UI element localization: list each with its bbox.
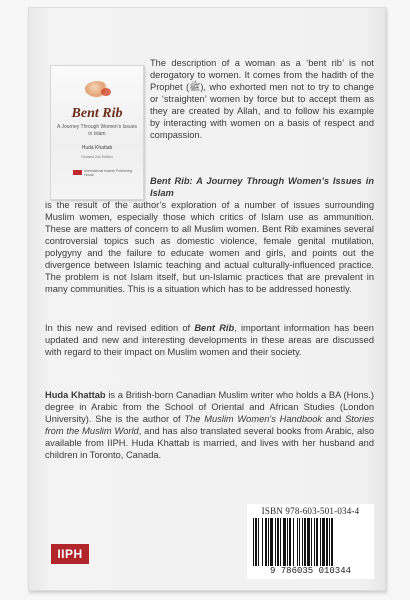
thumbnail-author: Huda Khattab <box>81 145 113 151</box>
author-bio-paragraph <box>45 389 374 461</box>
paragraph-2-lead <box>45 175 374 199</box>
edition-title-emphasis: Bent Rib <box>194 323 235 333</box>
description-paragraph-2 <box>45 175 374 295</box>
thumbnail-publisher: International Islamic Publishing House <box>84 169 133 177</box>
isbn-label: ISBN 978-603-501-034-4 <box>261 506 360 516</box>
description-paragraph-1: The description of a woman as a ‘bent rib’ is not derogatory to women. It comes from the hadith of the Prophet (ﷺ), who exhorted men not to try to change or ‘straighten’ women by force but to accept them as they are created by Allah, and to follow his example by interacting with women on a basis of respect and compassion. <box>150 58 374 140</box>
book-title-emphasis: Bent Rib: A Journey Through Women’s Issues in Islam <box>150 176 374 198</box>
thumbnail-subtitle: A Journey Through Women's Issues in Islam <box>57 124 137 137</box>
paragraph-3-before: In this new and revised edition of <box>45 323 195 333</box>
thumbnail-edition: Revised 2nd Edition <box>81 155 113 159</box>
barcode-icon <box>253 518 368 566</box>
bio-text-a: is a British-born Canadian Muslim writer who holds a BA (Hons.) degree in Arabic from the School of Oriental and African Studies (London University). She is the author of <box>45 390 374 424</box>
barcode-digits: 9 786035 010344 <box>269 566 351 576</box>
iiph-logo: IIPH <box>51 544 89 564</box>
bio-book-2: Stories from the Muslim World <box>45 414 375 436</box>
paragraph-2-text: is the result of the author’s exploration of a number of issues surrounding Muslim women, especially those which critics of Islam use as ammunition. These are matters of concern to all Muslim women. Bent Rib examines several controversial topics such as domestic violence, female genital mutilation, polygyny and the failure to educate women and girls, and points out the divergence between Islamic teaching and actual culturally-influenced practice. The problem is not Islam itself, but un-Islamic practices that are prevalent in many communities. This is a situation which has to be addressed honestly. <box>45 200 374 294</box>
flower-bud-illustration <box>101 88 111 96</box>
paragraph-3-after: , important information has been updated and new and interesting developments in these areas are discussed with regard to their impact on Muslim women and their society. <box>45 323 374 357</box>
bio-text-c: , and has also translated several books from Arabic, also available from IIPH. Huda Khattab is married, and lives with her husband and children in Toronto, Canada. <box>45 426 375 460</box>
author-name: Huda Khattab <box>45 390 106 400</box>
bio-book-1: The Muslim Women's Handbook <box>184 414 323 424</box>
back-cover <box>28 7 386 591</box>
bio-text-b: and <box>322 414 346 424</box>
thumbnail-title: Bent Rib <box>71 106 123 121</box>
description-paragraph-3 <box>45 322 374 358</box>
barcode-box <box>247 504 374 579</box>
